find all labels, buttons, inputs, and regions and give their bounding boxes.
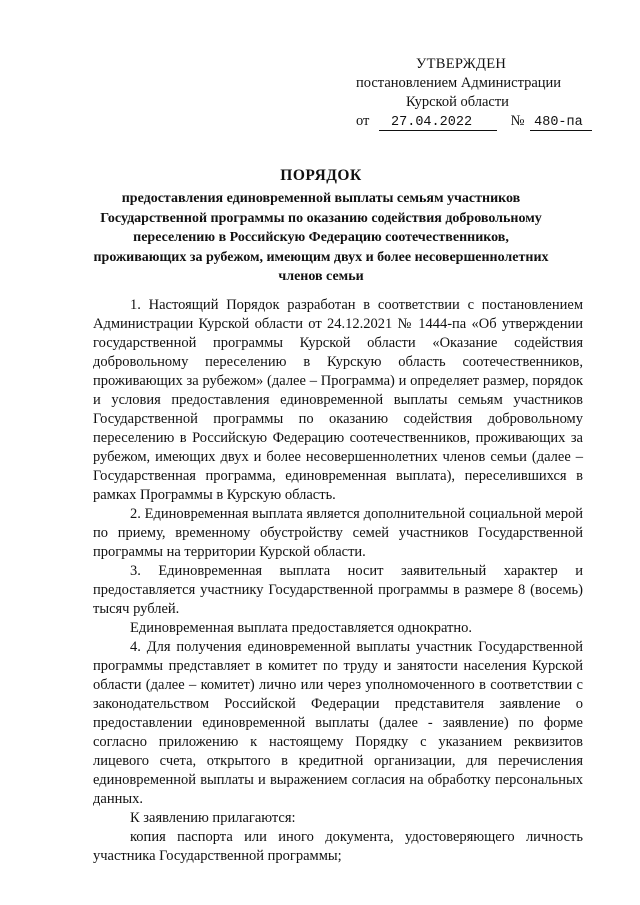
approval-decree-line: постановлением Администрации [356,75,562,91]
paragraph-1: 1. Настоящий Порядок разработан в соответствии с постановлением Администрации Курской области от 24.12.2021 № 1444-па «Об утверждении государственной программы Курской области «Оказание содействия добровольному переселению в Курскую область соотечественников, проживающих за рубежом» (далее – Программа) и определяет размер, порядок и условия предоставления единовременной выплаты семьям участников Государственной программы по оказанию содействия добровольному переселению в Российскую Федерацию соотечественников, проживающих за рубежом, имеющих двух и более несовершеннолетних членов семьи (далее – Государственная программа, единовременная выплата), переселившихся в рамках Программы в Курскую область. [93,297,583,503]
title-subtitle: предоставления единовременной выплаты семьям участников Государственной программы по оказанию содействия добровольному переселению в Российскую Федерацию соотечественников, проживающих за рубежом, имеющим двух и более несовершеннолетних членов семьи [93,191,549,284]
document-title [88,167,554,287]
from-label: от [356,113,370,129]
approval-date: 27.04.2022 [379,115,497,131]
paragraph-2: 2. Единовременная выплата является дополнительной социальной мерой по приему, временному обустройству семей участников Государственной программы на территории Курской области. [93,506,583,560]
paragraph-3b: Единовременная выплата предоставляется однократно. [130,620,473,636]
approval-heading: УТВЕРЖДЕН [416,56,507,72]
paragraph-5: К заявлению прилагаются: [130,810,296,826]
number-label: № [510,113,525,129]
approval-stamp [356,55,586,131]
paragraph-4: 4. Для получения единовременной выплаты участник Государственной программы представляет в комитет по труду и занятости населения Курской области (далее – комитет) лично или через уполномоченного в соответствии с законодательством Российской Федерации представителя заявление о предоставлении единовременной выплаты (далее - заявление) по форме согласно приложению к настоящему Порядку с указанием реквизитов лицевого счета, открытого в кредитной организации, для перечисления единовременной выплаты и выражением согласия на обработку персональных данных. [93,639,583,807]
document-body [93,296,583,866]
paragraph-6: копия паспорта или иного документа, удостоверяющего личность участника Государственной программы; [93,829,583,864]
approval-region-line: Курской области [406,94,509,110]
paragraph-3: 3. Единовременная выплата носит заявительный характер и предоставляется участнику Государственной программы в размере 8 (восемь) тысяч рублей. [93,563,583,617]
title-heading: ПОРЯДОК [280,167,362,184]
approval-number: 480-па [530,115,592,131]
approval-date-line [356,112,586,131]
